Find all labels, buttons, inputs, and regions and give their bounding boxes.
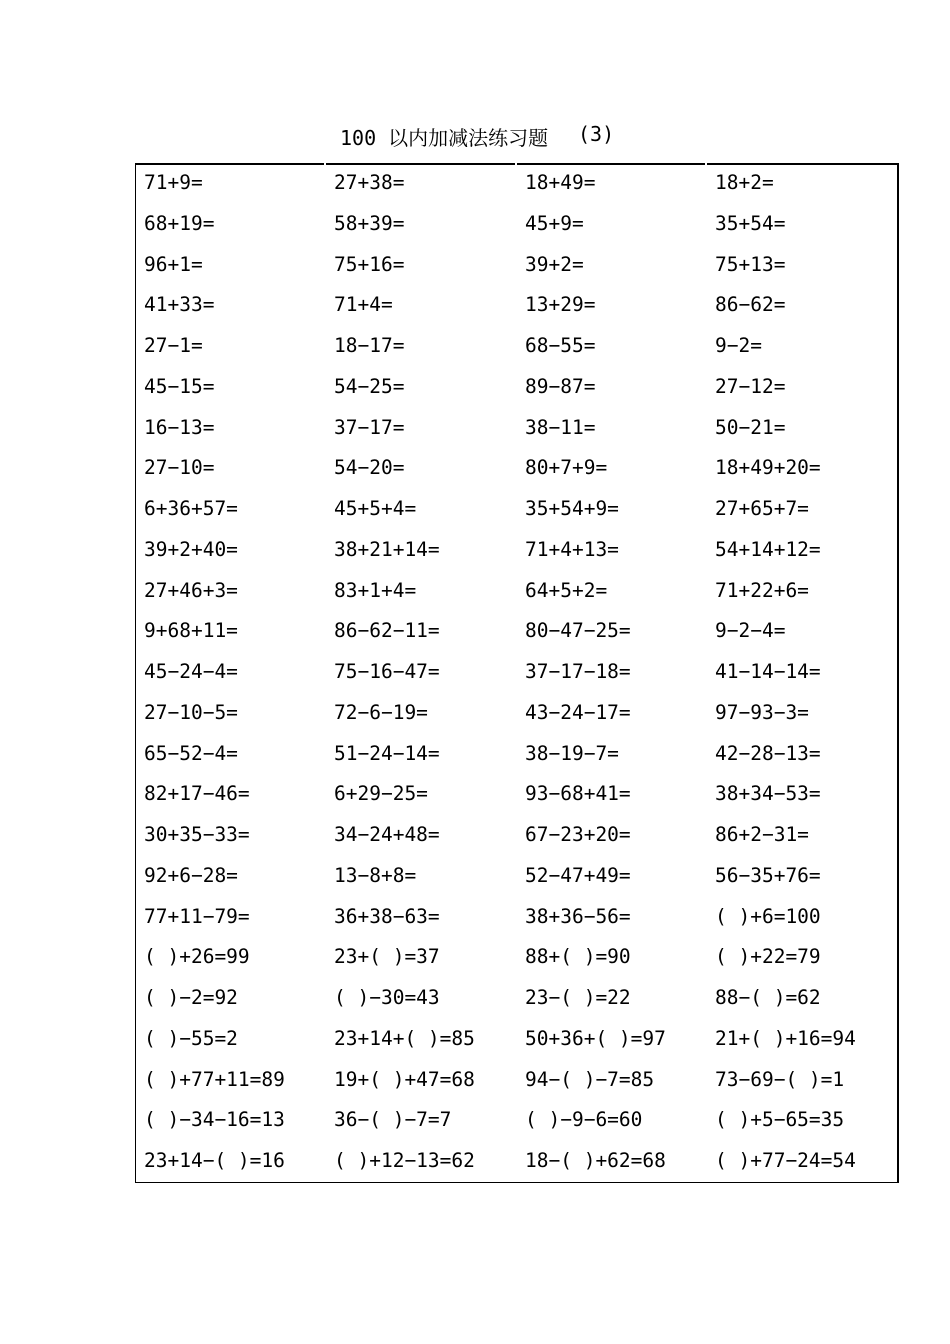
problem-grid (136, 163, 897, 1182)
problem-cell: 36+38−63= (334, 904, 440, 928)
problem-cell: 41−14−14= (715, 660, 821, 683)
problem-cell: 75+13= (715, 252, 786, 276)
problem-cell: 72−6−19= (334, 700, 428, 724)
problem-cell: 43−24−17= (525, 700, 631, 724)
problem-cell: 27−1= (144, 334, 203, 357)
problem-cell: 45−24−4= (144, 660, 238, 683)
problem-cell: 68−55= (525, 334, 596, 357)
problem-cell: 38−11= (525, 415, 596, 439)
problem-cell: 18−( )+62=68 (525, 1149, 666, 1172)
problem-cell: 51−24−14= (334, 741, 440, 765)
problem-cell: ( )+5−65=35 (715, 1108, 845, 1132)
problem-cell: 64+5+2= (525, 578, 608, 602)
problem-cell: 19+( )+47=68 (334, 1067, 475, 1091)
problem-cell: 37−17= (334, 415, 405, 439)
problem-cell: 27−10−5= (144, 700, 238, 724)
problem-cell: 35+54+9= (525, 497, 619, 520)
problem-cell: 23+14−( )=16 (144, 1149, 285, 1172)
problem-cell: ( )+6=100 (715, 904, 821, 928)
problem-cell: 50+36+( )=97 (525, 1026, 666, 1050)
problem-sheet (135, 163, 899, 1183)
problem-cell: 18+49= (525, 171, 596, 194)
problem-cell: ( )+12−13=62 (334, 1149, 475, 1172)
problem-cell: 68+19= (144, 211, 215, 235)
problem-cell: 6+29−25= (334, 782, 428, 806)
title-row (0, 120, 950, 150)
problem-cell: 71+9= (144, 171, 203, 194)
problem-cell: 13+29= (525, 293, 596, 317)
problem-cell: ( )+77+11=89 (144, 1067, 285, 1091)
problem-cell: 45+9= (525, 211, 584, 235)
problem-cell: 50−21= (715, 415, 786, 439)
worksheet-number: (3) (578, 122, 615, 146)
problem-cell: 38+21+14= (334, 537, 440, 561)
problem-cell: 41+33= (144, 293, 215, 317)
problem-cell: 27+65+7= (715, 497, 809, 520)
problem-cell: 75+16= (334, 252, 405, 276)
problem-cell: 39+2+40= (144, 537, 238, 561)
problem-cell: 75−16−47= (334, 660, 440, 683)
problem-cell: 80+7+9= (525, 456, 608, 480)
problem-cell: 27−10= (144, 456, 215, 480)
problem-cell: 97−93−3= (715, 700, 809, 724)
problem-cell: 86+2−31= (715, 823, 809, 846)
problem-cell: 30+35−33= (144, 823, 250, 846)
problem-cell: 89−87= (525, 374, 596, 398)
problem-cell: ( )−34−16=13 (144, 1108, 285, 1132)
problem-cell: 88+( )=90 (525, 945, 631, 969)
problem-cell: 83+1+4= (334, 578, 417, 602)
problem-cell: 23+14+( )=85 (334, 1026, 475, 1050)
problem-cell: 82+17−46= (144, 782, 250, 806)
problem-cell: ( )+26=99 (144, 945, 250, 969)
problem-cell: 54−20= (334, 456, 405, 480)
worksheet-title: 100 以内加减法练习题 (340, 126, 549, 150)
problem-cell: 52−47+49= (525, 863, 631, 887)
problem-cell: 54+14+12= (715, 537, 821, 561)
problem-cell: 21+( )+16=94 (715, 1026, 856, 1050)
problem-cell: ( )−9−6=60 (525, 1108, 643, 1132)
problem-cell: 71+4= (334, 293, 393, 317)
problem-cell: ( )−55=2 (144, 1026, 238, 1050)
problem-cell: 73−69−( )=1 (715, 1067, 845, 1091)
problem-cell: 92+6−28= (144, 863, 238, 887)
problem-cell: 9+68+11= (144, 619, 238, 643)
problem-cell: 13−8+8= (334, 863, 417, 887)
problem-cell: 37−17−18= (525, 660, 631, 683)
problem-cell: 38−19−7= (525, 741, 619, 765)
problem-cell: 27+38= (334, 171, 405, 194)
problem-cell: 23−( )=22 (525, 986, 631, 1009)
problem-cell: 34−24+48= (334, 823, 440, 846)
problem-cell: ( )−2=92 (144, 986, 238, 1009)
problem-cell: ( )−30=43 (334, 986, 440, 1009)
problem-cell: 38+36−56= (525, 904, 631, 928)
problem-cell: 65−52−4= (144, 741, 238, 765)
problem-cell: 94−( )−7=85 (525, 1067, 655, 1091)
problem-cell: 18+49+20= (715, 456, 821, 480)
problem-cell: 18−17= (334, 334, 405, 357)
problem-cell: 88−( )=62 (715, 986, 821, 1009)
problem-cell: 58+39= (334, 211, 405, 235)
problem-cell: 71+22+6= (715, 578, 809, 602)
problem-cell: 93−68+41= (525, 782, 631, 806)
problem-cell: 67−23+20= (525, 823, 631, 846)
problem-cell: 27+46+3= (144, 578, 238, 602)
problem-cell: 9−2= (715, 334, 762, 357)
problem-cell: 86−62= (715, 293, 786, 317)
problem-cell: 35+54= (715, 211, 786, 235)
problem-cell: 80−47−25= (525, 619, 631, 643)
problem-cell: 9−2−4= (715, 619, 786, 643)
problem-cell: 42−28−13= (715, 741, 821, 765)
problem-cell: ( )+77−24=54 (715, 1149, 856, 1172)
problem-cell: 45−15= (144, 374, 215, 398)
problem-cell: 23+( )=37 (334, 945, 440, 969)
problem-cell: 27−12= (715, 374, 786, 398)
problem-cell: 18+2= (715, 171, 774, 194)
problem-cell: 38+34−53= (715, 782, 821, 806)
problem-cell: 6+36+57= (144, 497, 238, 520)
problem-cell: 39+2= (525, 252, 584, 276)
problem-cell: ( )+22=79 (715, 945, 821, 969)
problem-cell: 36−( )−7=7 (334, 1108, 452, 1132)
problem-cell: 86−62−11= (334, 619, 440, 643)
problem-cell: 56−35+76= (715, 863, 821, 887)
problem-cell: 16−13= (144, 415, 215, 439)
problem-cell: 45+5+4= (334, 497, 417, 520)
problem-cell: 96+1= (144, 252, 203, 276)
problem-cell: 71+4+13= (525, 537, 619, 561)
problem-cell: 77+11−79= (144, 904, 250, 928)
problem-cell: 54−25= (334, 374, 405, 398)
